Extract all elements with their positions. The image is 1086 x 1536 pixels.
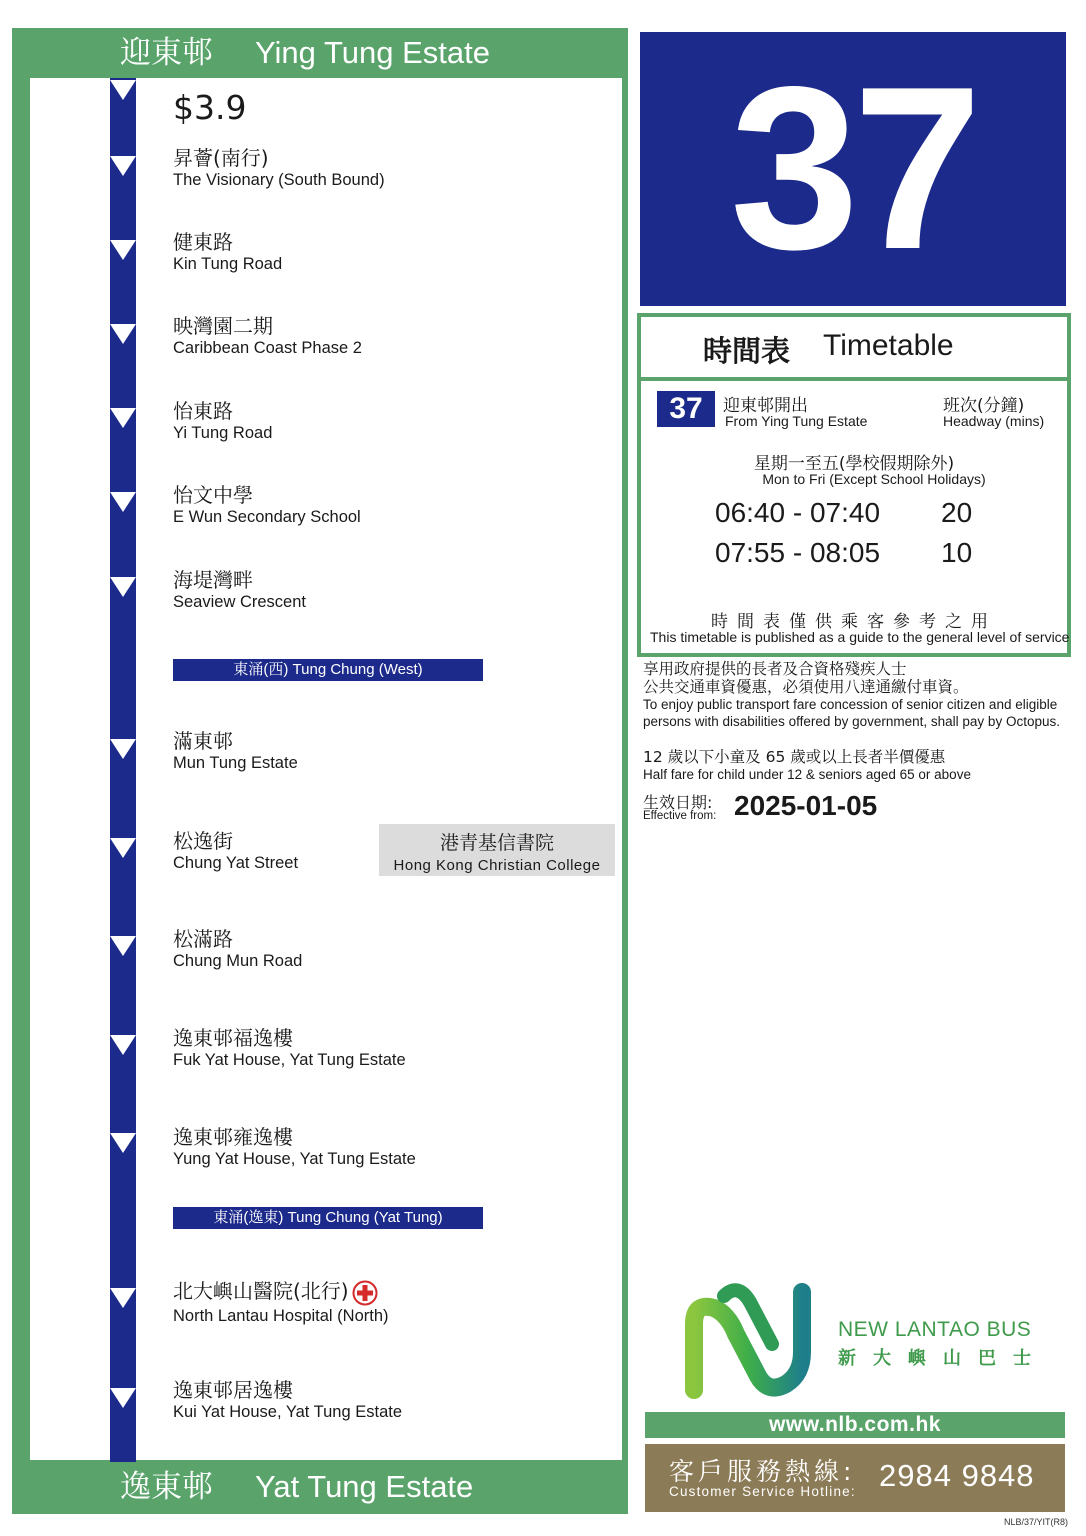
stop-name-zh: 逸東邨雍逸樓 [173,1125,293,1149]
destination-en: Yat Tung Estate [255,1469,474,1504]
stop-name-en: Mun Tung Estate [173,754,298,772]
route-line-start-arrow-icon [108,80,138,102]
stop-name-zh: 怡東路 [173,399,233,423]
origin-terminus [12,28,628,78]
stop-item [173,568,306,612]
stop-arrow-icon [110,934,136,958]
stop-arrow-icon [110,406,136,430]
route-line [110,78,136,1462]
stop-name-zh: 逸東邨福逸樓 [173,1026,293,1050]
stop-item [173,1279,389,1326]
stop-name-en: Seaview Crescent [173,593,306,611]
timetable-title-zh: 時間表 [703,334,791,368]
concession-en-line1: To enjoy public transport fare concession of senior citizen and eligible [643,697,1058,712]
origin-en: Ying Tung Estate [255,35,490,70]
fare-label: $3.9 [173,88,247,127]
stop-arrow-icon [110,238,136,262]
departure-origin-zh: 迎東邨開出 [723,396,808,416]
landmark-zh: 港青基信書院 [439,832,554,854]
route-line-end-arrow-icon [108,1440,138,1462]
effective-label-zh: 生效日期: [643,793,713,812]
stop-name-zh: 怡文中學 [173,483,253,507]
effective-date-value: 2025-01-05 [734,790,878,821]
timetable-row [715,537,972,569]
stop-name-en: E Wun Secondary School [173,508,361,526]
stop-item [173,1378,402,1422]
landmark-box [379,824,615,876]
section-divider: 東涌(西) Tung Chung (West) [173,659,483,681]
departure-origin-en: From Ying Tung Estate [725,413,868,429]
stop-name-en: Caribbean Coast Phase 2 [173,339,362,357]
stop-arrow-icon [110,575,136,599]
stop-arrow-icon [110,490,136,514]
hospital-cross-icon [352,1280,378,1306]
hotline-label-zh: 客戶服務熱線: [669,1457,856,1486]
stop-name-zh: 松滿路 [173,927,233,951]
stop-name-en: Yung Yat House, Yat Tung Estate [173,1150,416,1168]
stop-arrow-icon [110,1131,136,1155]
headway-value: 10 [941,537,973,568]
half-fare-notice [643,748,971,784]
stop-name-en: Kui Yat House, Yat Tung Estate [173,1403,403,1421]
concession-zh-line1: 享用政府提供的長者及合資格殘疾人士 [643,660,907,678]
stop-name-zh-text: 北大嶼山醫院(北行) [173,1279,349,1303]
stop-name-zh: 昇薈(南行) [173,146,269,170]
stop-name-en: Chung Yat Street [173,854,299,872]
hotline-number[interactable]: 2984 9848 [879,1458,1035,1493]
stop-item [173,230,282,274]
section-divider: 東涌(逸東) Tung Chung (Yat Tung) [173,1207,483,1229]
nlb-logo-icon [676,1272,828,1402]
half-fare-zh: 12 歲以下小童及 65 歲或以上長者半價優惠 [643,748,946,766]
stop-arrow-icon [110,836,136,860]
stop-item [173,1026,406,1070]
stop-item [173,1125,416,1169]
time-range: 06:40 - 07:40 [715,497,881,528]
landmark-en: Hong Kong Christian College [393,857,601,874]
stop-name-en: Yi Tung Road [173,424,273,442]
stop-name-en: Fuk Yat House, Yat Tung Estate [173,1051,406,1069]
half-fare-en: Half fare for child under 12 & seniors aged 65 or above [643,767,971,782]
website-link[interactable]: www.nlb.com.hk [645,1412,1065,1438]
headway-header-en: Headway (mins) [943,413,1045,429]
stop-item [173,829,298,873]
brand-name-zh: 新大嶼山巴士 [838,1348,1048,1369]
headway-value: 20 [941,497,973,528]
destination-zh: 逸東邨 [120,1469,213,1505]
stop-item [173,314,362,358]
stop-name-en: Kin Tung Road [173,255,283,273]
destination-terminus [12,1460,628,1514]
stop-item [173,927,302,971]
concession-notice [643,660,1073,730]
headway-header-zh: 班次(分鐘) [943,396,1025,416]
stop-arrow-icon [110,1286,136,1310]
route-number: 37 [640,32,1066,306]
concession-en-line2: persons with disabilities offered by government, shall pay by Octopus. [643,714,1060,729]
stop-item [173,399,272,443]
origin-zh: 迎東邨 [120,35,213,71]
stop-arrow-icon [110,322,136,346]
hotline-label-en: Customer Service Hotline: [669,1484,856,1499]
stop-name-en: North Lantau Hospital (North) [173,1306,389,1325]
stop-item [173,483,361,527]
stop-arrow-icon [110,737,136,761]
timetable-panel [637,313,1071,657]
concession-zh-line2: 公共交通車資優惠，必須使用八達通繳付車資。 [643,678,969,696]
stop-name-en: The Visionary (South Bound) [173,171,385,189]
stop-name-zh [173,1279,389,1306]
timetable-note-zh: 時間表僅供乘客參考之用 [711,612,997,632]
document-reference: NLB/37/YIT(R8) [1003,1517,1068,1527]
time-range: 07:55 - 08:05 [715,537,881,568]
service-days-en: Mon to Fri (Except School Holidays) [762,471,986,487]
stop-item [173,729,298,773]
brand-name-en: NEW LANTAO BUS [838,1318,1032,1341]
stop-item [173,146,385,190]
stop-arrow-icon [110,1033,136,1057]
stop-name-zh: 松逸街 [173,829,233,853]
hotline-box [645,1444,1065,1512]
timetable-header [641,317,1067,381]
stop-name-en: Chung Mun Road [173,952,303,970]
stop-name-zh: 滿東邨 [173,729,233,753]
stop-arrow-icon [110,1386,136,1410]
timetable-title-en: Timetable [823,329,954,362]
timetable-row [715,497,972,529]
effective-label-en: Effective from: [643,810,717,822]
route-badge: 37 [657,391,715,427]
stop-name-zh: 海堤灣畔 [173,568,253,592]
stop-name-zh: 逸東邨居逸樓 [173,1378,293,1402]
stop-name-zh: 映灣園二期 [173,314,273,338]
timetable-note-en: This timetable is published as a guide to the general level of service [650,629,1070,645]
stop-arrow-icon [110,154,136,178]
service-days-zh: 星期一至五(學校假期除外) [753,454,955,474]
stop-name-zh: 健東路 [173,230,233,254]
